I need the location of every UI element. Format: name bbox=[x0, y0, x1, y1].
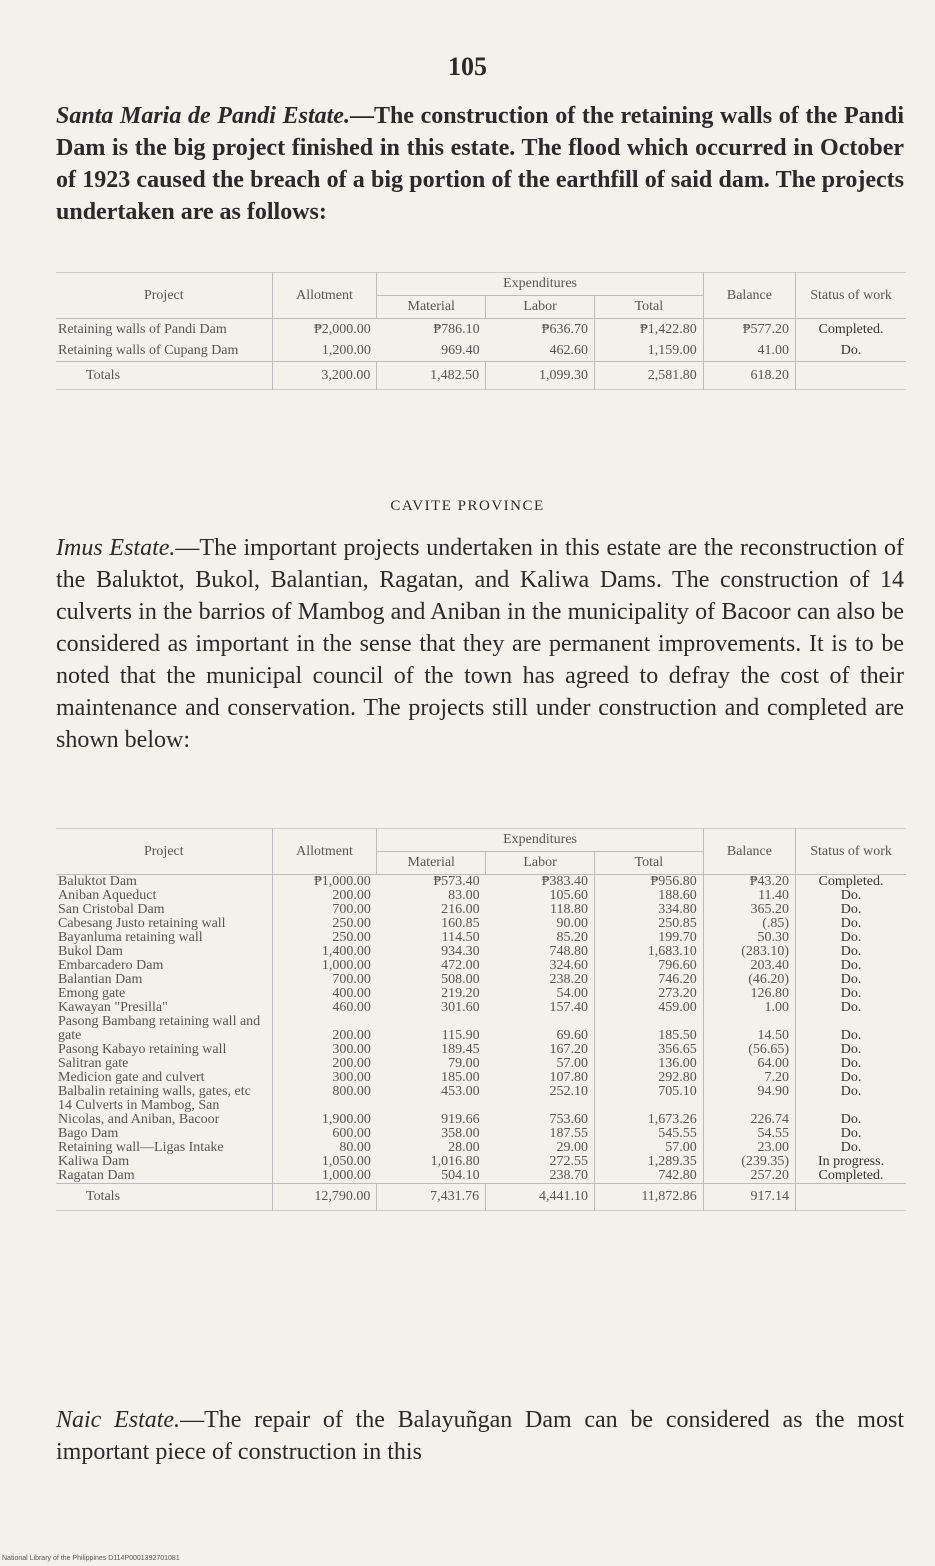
total-cell: 796.60 bbox=[594, 959, 703, 973]
table-row bbox=[56, 319, 906, 341]
total-status-cell bbox=[796, 362, 906, 390]
status-cell: Do. bbox=[796, 1057, 906, 1071]
status-cell: Completed. bbox=[796, 875, 906, 890]
table-row bbox=[56, 340, 906, 362]
project-cell: Kawayan "Presilla" bbox=[58, 1000, 168, 1015]
allotment-cell: 1,900.00 bbox=[272, 1099, 377, 1127]
table-row bbox=[56, 1155, 906, 1169]
material-cell: 919.66 bbox=[441, 1112, 480, 1127]
status-cell: Do. bbox=[796, 1071, 906, 1085]
status-cell: Do. bbox=[796, 1015, 906, 1043]
paragraph-naic bbox=[56, 1404, 904, 1468]
balance-cell: (239.35) bbox=[703, 1155, 795, 1169]
balance-cell: 64.00 bbox=[703, 1057, 795, 1071]
project-cell: Emong gate bbox=[58, 986, 126, 1001]
total-cell: 1,159.00 bbox=[594, 340, 703, 362]
allotment-cell: 400.00 bbox=[272, 987, 377, 1001]
col-material: Material bbox=[377, 852, 486, 875]
table-row bbox=[56, 875, 906, 890]
labor-cell: ₱636.70 bbox=[541, 322, 588, 337]
project-cell: Bayanluma retaining wall bbox=[58, 930, 203, 945]
project-cell: 14 Culverts in Mambog, San Nicolas, and Aniban, Bacoor bbox=[58, 1098, 220, 1127]
project-cell: Aniban Aqueduct bbox=[58, 888, 157, 903]
labor-cell: ₱383.40 bbox=[541, 874, 588, 889]
paragraph-santa-maria bbox=[56, 100, 904, 228]
labor-cell: 238.70 bbox=[549, 1168, 588, 1183]
total-cell: 185.50 bbox=[594, 1015, 703, 1043]
total-cell: 746.20 bbox=[594, 973, 703, 987]
totals-label: Totals bbox=[56, 1184, 272, 1211]
material-cell: 1,016.80 bbox=[430, 1154, 480, 1169]
material-cell: 83.00 bbox=[448, 888, 480, 903]
project-cell: Embarcadero Dam bbox=[58, 958, 164, 973]
total-cell: 545.55 bbox=[594, 1127, 703, 1141]
total-allotment-cell: 3,200.00 bbox=[272, 362, 377, 390]
allotment-cell: ₱1,000.00 bbox=[272, 875, 377, 890]
allotment-cell: 80.00 bbox=[272, 1141, 377, 1155]
material-cell: 115.90 bbox=[441, 1028, 480, 1043]
total-cell: 57.00 bbox=[594, 1141, 703, 1155]
paragraph-lead: Imus Estate. bbox=[56, 535, 176, 561]
status-cell: Do. bbox=[796, 1085, 906, 1099]
total-cell: 188.60 bbox=[594, 889, 703, 903]
balance-cell: 94.90 bbox=[703, 1085, 795, 1099]
paragraph-imus bbox=[56, 532, 904, 756]
allotment-cell: 1,000.00 bbox=[272, 1169, 377, 1184]
labor-cell: 105.60 bbox=[549, 888, 588, 903]
balance-cell: 126.80 bbox=[703, 987, 795, 1001]
material-cell: 79.00 bbox=[448, 1056, 480, 1071]
labor-cell: 462.60 bbox=[549, 343, 588, 358]
allotment-cell: 1,200.00 bbox=[272, 340, 377, 362]
project-cell: Retaining walls of Cupang Dam bbox=[58, 343, 239, 358]
material-cell: 358.00 bbox=[441, 1126, 480, 1141]
table-row bbox=[56, 1085, 906, 1099]
table-row bbox=[56, 931, 906, 945]
col-balance: Balance bbox=[703, 273, 795, 319]
table-row bbox=[56, 1099, 906, 1127]
footer-note: National Library of the Philippines D114P0001392701081 bbox=[2, 1555, 180, 1562]
total-total-cell: 11,872.86 bbox=[594, 1184, 703, 1211]
material-cell: 504.10 bbox=[441, 1168, 480, 1183]
status-cell: Do. bbox=[796, 889, 906, 903]
allotment-cell: 600.00 bbox=[272, 1127, 377, 1141]
total-cell: 742.80 bbox=[594, 1169, 703, 1184]
total-cell: 136.00 bbox=[594, 1057, 703, 1071]
total-balance-cell: 917.14 bbox=[703, 1184, 795, 1211]
balance-cell: 14.50 bbox=[703, 1015, 795, 1043]
labor-cell: 238.20 bbox=[549, 972, 588, 987]
pandi-projects-table bbox=[56, 272, 906, 390]
labor-cell: 85.20 bbox=[556, 930, 588, 945]
material-cell: ₱573.40 bbox=[433, 874, 480, 889]
table-row bbox=[56, 1015, 906, 1043]
section-heading: CAVITE PROVINCE bbox=[390, 498, 545, 514]
project-cell: Kaliwa Dam bbox=[58, 1154, 130, 1169]
total-total-cell: 2,581.80 bbox=[594, 362, 703, 390]
material-cell: ₱786.10 bbox=[433, 322, 480, 337]
labor-cell: 167.20 bbox=[549, 1042, 588, 1057]
project-cell: Salitran gate bbox=[58, 1056, 129, 1071]
totals-row bbox=[56, 1184, 906, 1211]
table-row bbox=[56, 1141, 906, 1155]
totals-label: Totals bbox=[56, 362, 272, 390]
status-cell: Do. bbox=[796, 973, 906, 987]
labor-cell: 118.80 bbox=[549, 902, 588, 917]
balance-cell: 41.00 bbox=[703, 340, 795, 362]
table-row bbox=[56, 889, 906, 903]
labor-cell: 157.40 bbox=[549, 1000, 588, 1015]
material-cell: 301.60 bbox=[441, 1000, 480, 1015]
allotment-cell: 200.00 bbox=[272, 889, 377, 903]
col-total: Total bbox=[594, 852, 703, 875]
total-material-cell: 7,431.76 bbox=[377, 1184, 486, 1211]
total-cell: 1,673.26 bbox=[594, 1099, 703, 1127]
table-row bbox=[56, 903, 906, 917]
total-status-cell bbox=[796, 1184, 906, 1211]
total-cell: 250.85 bbox=[594, 917, 703, 931]
balance-cell: 23.00 bbox=[703, 1141, 795, 1155]
total-cell: 1,683.10 bbox=[594, 945, 703, 959]
imus-projects-table bbox=[56, 828, 906, 1211]
material-cell: 160.85 bbox=[441, 916, 480, 931]
balance-cell: 1.00 bbox=[703, 1001, 795, 1015]
balance-cell: 257.20 bbox=[703, 1169, 795, 1184]
col-expenditures: Expenditures bbox=[377, 273, 703, 296]
status-cell: Do. bbox=[796, 903, 906, 917]
labor-cell: 748.80 bbox=[549, 944, 588, 959]
balance-cell: 54.55 bbox=[703, 1127, 795, 1141]
material-cell: 453.00 bbox=[441, 1084, 480, 1099]
allotment-cell: ₱2,000.00 bbox=[272, 319, 377, 341]
totals-row bbox=[56, 362, 906, 390]
balance-cell: (56.65) bbox=[703, 1043, 795, 1057]
material-cell: 219.20 bbox=[441, 986, 480, 1001]
col-allotment: Allotment bbox=[272, 273, 377, 319]
material-cell: 969.40 bbox=[441, 343, 480, 358]
total-cell: 292.80 bbox=[594, 1071, 703, 1085]
balance-cell: ₱43.20 bbox=[703, 875, 795, 890]
total-cell: 334.80 bbox=[594, 903, 703, 917]
status-cell: Completed. bbox=[796, 1169, 906, 1184]
labor-cell: 753.60 bbox=[549, 1112, 588, 1127]
labor-cell: 324.60 bbox=[549, 958, 588, 973]
balance-cell: 226.74 bbox=[703, 1099, 795, 1127]
labor-cell: 107.80 bbox=[549, 1070, 588, 1085]
total-cell: 459.00 bbox=[594, 1001, 703, 1015]
col-project: Project bbox=[56, 829, 272, 875]
status-cell: Do. bbox=[796, 917, 906, 931]
table-row bbox=[56, 987, 906, 1001]
project-cell: San Cristobal Dam bbox=[58, 902, 165, 917]
col-expenditures: Expenditures bbox=[377, 829, 703, 852]
balance-cell: (283.10) bbox=[703, 945, 795, 959]
total-cell: 356.65 bbox=[594, 1043, 703, 1057]
material-cell: 185.00 bbox=[441, 1070, 480, 1085]
allotment-cell: 700.00 bbox=[272, 903, 377, 917]
col-material: Material bbox=[377, 296, 486, 319]
labor-cell: 29.00 bbox=[556, 1140, 588, 1155]
allotment-cell: 250.00 bbox=[272, 917, 377, 931]
total-cell: 1,289.35 bbox=[594, 1155, 703, 1169]
total-allotment-cell: 12,790.00 bbox=[272, 1184, 377, 1211]
project-cell: Retaining wall—Ligas Intake bbox=[58, 1140, 224, 1155]
table-row bbox=[56, 1057, 906, 1071]
col-total: Total bbox=[594, 296, 703, 319]
material-cell: 28.00 bbox=[448, 1140, 480, 1155]
table-row bbox=[56, 945, 906, 959]
col-project: Project bbox=[56, 273, 272, 319]
balance-cell: (46.20) bbox=[703, 973, 795, 987]
allotment-cell: 300.00 bbox=[272, 1043, 377, 1057]
material-cell: 472.00 bbox=[441, 958, 480, 973]
col-labor: Labor bbox=[486, 852, 595, 875]
allotment-cell: 200.00 bbox=[272, 1015, 377, 1043]
col-labor: Labor bbox=[486, 296, 595, 319]
status-cell: In progress. bbox=[796, 1155, 906, 1169]
balance-cell: 365.20 bbox=[703, 903, 795, 917]
paragraph-text: —The repair of the Balayuñgan Dam can be considered as the most important piece of construction in this bbox=[56, 1407, 904, 1465]
material-cell: 934.30 bbox=[441, 944, 480, 959]
total-cell: ₱956.80 bbox=[594, 875, 703, 890]
status-cell: Do. bbox=[796, 1099, 906, 1127]
allotment-cell: 200.00 bbox=[272, 1057, 377, 1071]
col-balance: Balance bbox=[703, 829, 795, 875]
balance-cell: 50.30 bbox=[703, 931, 795, 945]
paragraph-text: —The construction of the retaining walls of the Pandi Dam is the big project finished in this estate. The flood which occurred in October of 1923 caused the breach of a big portion of the earthfill of said dam. The projects undertaken are as follows: bbox=[56, 103, 904, 225]
table-row bbox=[56, 1071, 906, 1085]
total-labor-cell: 4,441.10 bbox=[486, 1184, 595, 1211]
project-cell: Bago Dam bbox=[58, 1126, 119, 1141]
allotment-cell: 1,400.00 bbox=[272, 945, 377, 959]
page-number: 105 bbox=[448, 52, 487, 81]
paragraph-lead: Naic Estate. bbox=[56, 1407, 181, 1433]
project-cell: Pasong Kabayo retaining wall bbox=[58, 1042, 227, 1057]
total-cell: ₱1,422.80 bbox=[594, 319, 703, 341]
project-cell: Ragatan Dam bbox=[58, 1168, 135, 1183]
col-allotment: Allotment bbox=[272, 829, 377, 875]
labor-cell: 187.55 bbox=[549, 1126, 588, 1141]
allotment-cell: 460.00 bbox=[272, 1001, 377, 1015]
balance-cell: 203.40 bbox=[703, 959, 795, 973]
labor-cell: 57.00 bbox=[556, 1056, 588, 1071]
status-cell: Do. bbox=[796, 945, 906, 959]
allotment-cell: 800.00 bbox=[272, 1085, 377, 1099]
total-cell: 273.20 bbox=[594, 987, 703, 1001]
col-status: Status of work bbox=[796, 273, 906, 319]
labor-cell: 272.55 bbox=[549, 1154, 588, 1169]
project-cell: Medicion gate and culvert bbox=[58, 1070, 205, 1085]
table-row bbox=[56, 973, 906, 987]
balance-cell: (.85) bbox=[703, 917, 795, 931]
balance-cell: ₱577.20 bbox=[703, 319, 795, 341]
table-row bbox=[56, 1169, 906, 1184]
total-balance-cell: 618.20 bbox=[703, 362, 795, 390]
material-cell: 216.00 bbox=[441, 902, 480, 917]
project-cell: Balbalin retaining walls, gates, etc bbox=[58, 1084, 251, 1099]
status-cell: Do. bbox=[796, 959, 906, 973]
allotment-cell: 1,000.00 bbox=[272, 959, 377, 973]
status-cell: Do. bbox=[796, 1001, 906, 1015]
status-cell: Do. bbox=[796, 1043, 906, 1057]
table-row bbox=[56, 1001, 906, 1015]
allotment-cell: 1,050.00 bbox=[272, 1155, 377, 1169]
status-cell: Do. bbox=[796, 931, 906, 945]
allotment-cell: 250.00 bbox=[272, 931, 377, 945]
project-cell: Pasong Bambang retaining wall and gate bbox=[58, 1014, 261, 1043]
labor-cell: 252.10 bbox=[549, 1084, 588, 1099]
labor-cell: 54.00 bbox=[556, 986, 588, 1001]
labor-cell: 90.00 bbox=[556, 916, 588, 931]
material-cell: 114.50 bbox=[441, 930, 480, 945]
allotment-cell: 300.00 bbox=[272, 1071, 377, 1085]
total-cell: 199.70 bbox=[594, 931, 703, 945]
table-row bbox=[56, 917, 906, 931]
table-row bbox=[56, 959, 906, 973]
project-cell: Bukol Dam bbox=[58, 944, 123, 959]
project-cell: Cabesang Justo retaining wall bbox=[58, 916, 226, 931]
status-cell: Completed. bbox=[796, 319, 906, 341]
status-cell: Do. bbox=[796, 340, 906, 362]
total-cell: 705.10 bbox=[594, 1085, 703, 1099]
project-cell: Retaining walls of Pandi Dam bbox=[58, 322, 227, 337]
total-material-cell: 1,482.50 bbox=[377, 362, 486, 390]
col-status: Status of work bbox=[796, 829, 906, 875]
status-cell: Do. bbox=[796, 1127, 906, 1141]
balance-cell: 7.20 bbox=[703, 1071, 795, 1085]
status-cell: Do. bbox=[796, 1141, 906, 1155]
material-cell: 508.00 bbox=[441, 972, 480, 987]
total-labor-cell: 1,099.30 bbox=[486, 362, 595, 390]
project-cell: Baluktot Dam bbox=[58, 874, 137, 889]
table-row bbox=[56, 1127, 906, 1141]
table-row bbox=[56, 1043, 906, 1057]
allotment-cell: 700.00 bbox=[272, 973, 377, 987]
material-cell: 189.45 bbox=[441, 1042, 480, 1057]
balance-cell: 11.40 bbox=[703, 889, 795, 903]
paragraph-text: —The important projects undertaken in this estate are the reconstruction of the Baluktot, Bukol, Balantian, Ragatan, and Kaliwa Dams. The construction of 14 culverts in the barrios of Mambog and Aniban in the municipality of Bacoor can also be considered as important in the sense that they are permanent improvements. It is to be noted that the municipal council of the town has agreed to defray the cost of their maintenance and conservation. The projects still under construction and completed are shown below: bbox=[56, 535, 904, 753]
paragraph-lead: Santa Maria de Pandi Estate. bbox=[56, 103, 350, 129]
project-cell: Balantian Dam bbox=[58, 972, 143, 987]
status-cell: Do. bbox=[796, 987, 906, 1001]
labor-cell: 69.60 bbox=[556, 1028, 588, 1043]
